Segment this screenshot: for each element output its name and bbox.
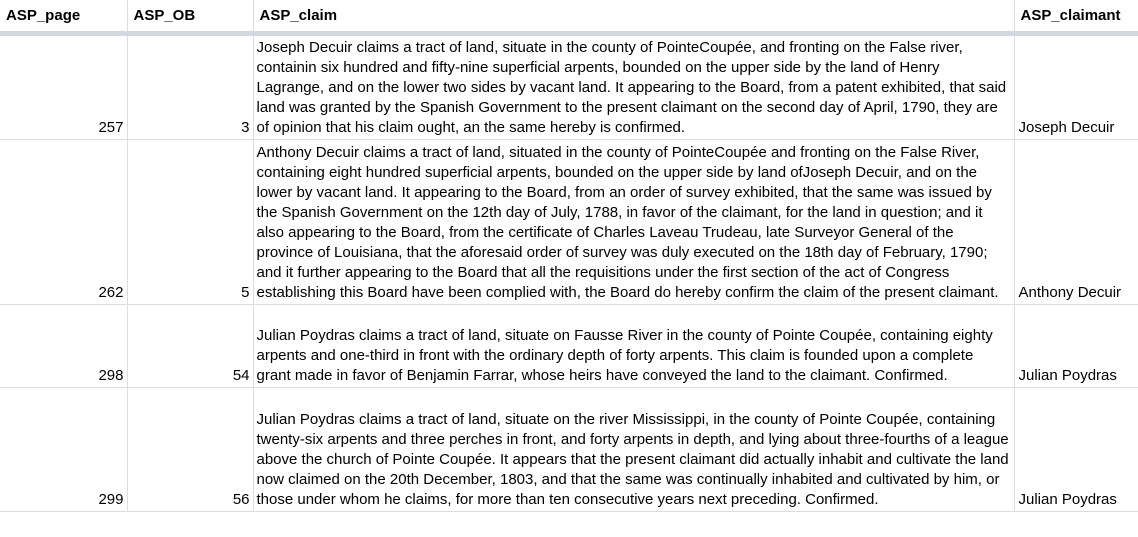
cell-asp-ob[interactable]: 5 [127,140,253,305]
cell-asp-ob[interactable]: 56 [127,388,253,512]
cell-asp-claimant[interactable]: Joseph Decuir [1014,34,1138,140]
cell-asp-page[interactable]: 299 [0,388,127,512]
column-header-asp-claimant[interactable]: ASP_claimant [1014,0,1138,34]
cell-asp-claimant[interactable]: Anthony Decuir [1014,140,1138,305]
header-row [0,0,1138,34]
column-header-asp-claim[interactable]: ASP_claim [253,0,1014,34]
cell-asp-page[interactable]: 298 [0,305,127,388]
cell-asp-claim[interactable]: Joseph Decuir claims a tract of land, situate in the county of PointeCoupée, and fronting on the False river, containin six hundred and fifty-nine superficial arpents, bounded on the upper side by the land of Henry Lagrange, and on the lower two sides by vacant land. It appearing to the Board, from a patent exhibited, that said land was granted by the Spanish Government to the present claimant on the second day of April, 1790, they are of opinion that his claim ought, an the same hereby is confirmed. [253,34,1014,140]
cell-asp-claim[interactable]: Julian Poydras claims a tract of land, situate on Fausse River in the county of Pointe Coupée, containing eighty arpents and one-third in front with the ordinary depth of forty arpents. This claim is founded upon a complete grant made in favor of Benjamin Farrar, whose heirs have conveyed the land to the claimant. Confirmed. [253,305,1014,388]
cell-asp-claim[interactable]: Anthony Decuir claims a tract of land, situated in the county of PointeCoupée and fronting on the False River, containing eight hundred superficial arpents, bounded on the upper side by land ofJoseph Decuir, and on the lower by vacant land. It appearing to the Board, from an order of survey exhibited, that the same was issued by the Spanish Government on the 12th day of July, 1788, in favor of the claimant, for the land in question; and it also appearing to the Board, from the certificate of Charles Laveau Trudeau, late Surveyor General of the province of Louisiana, that the aforesaid order of survey was duly executed on the 18th day of February, 1790; and it further appearing to the Board that all the requisitions under the first section of the act of Congress establishing this Board have been complied with, the Board do hereby confirm the claim of the present claimant. [253,140,1014,305]
table-row [0,34,1138,140]
table-row [0,140,1138,305]
cell-asp-claim[interactable]: Julian Poydras claims a tract of land, situate on the river Mississippi, in the county of Pointe Coupée, containing twenty-six arpents and three perches in front, and forty arpents in depth, and lying about three-fourths of a league above the church of Pointe Coupée. It appears that the present claimant did actually inhabit and cultivate the land now claimed on the 20th December, 1803, and that the same was continually inhabited and cultivated by him, or those under whom he claims, for more than ten consecutive years next preceding. Confirmed. [253,388,1014,512]
cell-asp-claimant[interactable]: Julian Poydras [1014,388,1138,512]
column-header-asp-page[interactable]: ASP_page [0,0,127,34]
table-row [0,305,1138,388]
table-row [0,388,1138,512]
cell-asp-ob[interactable]: 54 [127,305,253,388]
cell-asp-claimant[interactable]: Julian Poydras [1014,305,1138,388]
cell-asp-ob[interactable]: 3 [127,34,253,140]
column-header-asp-ob[interactable]: ASP_OB [127,0,253,34]
cell-asp-page[interactable]: 262 [0,140,127,305]
cell-asp-page[interactable]: 257 [0,34,127,140]
